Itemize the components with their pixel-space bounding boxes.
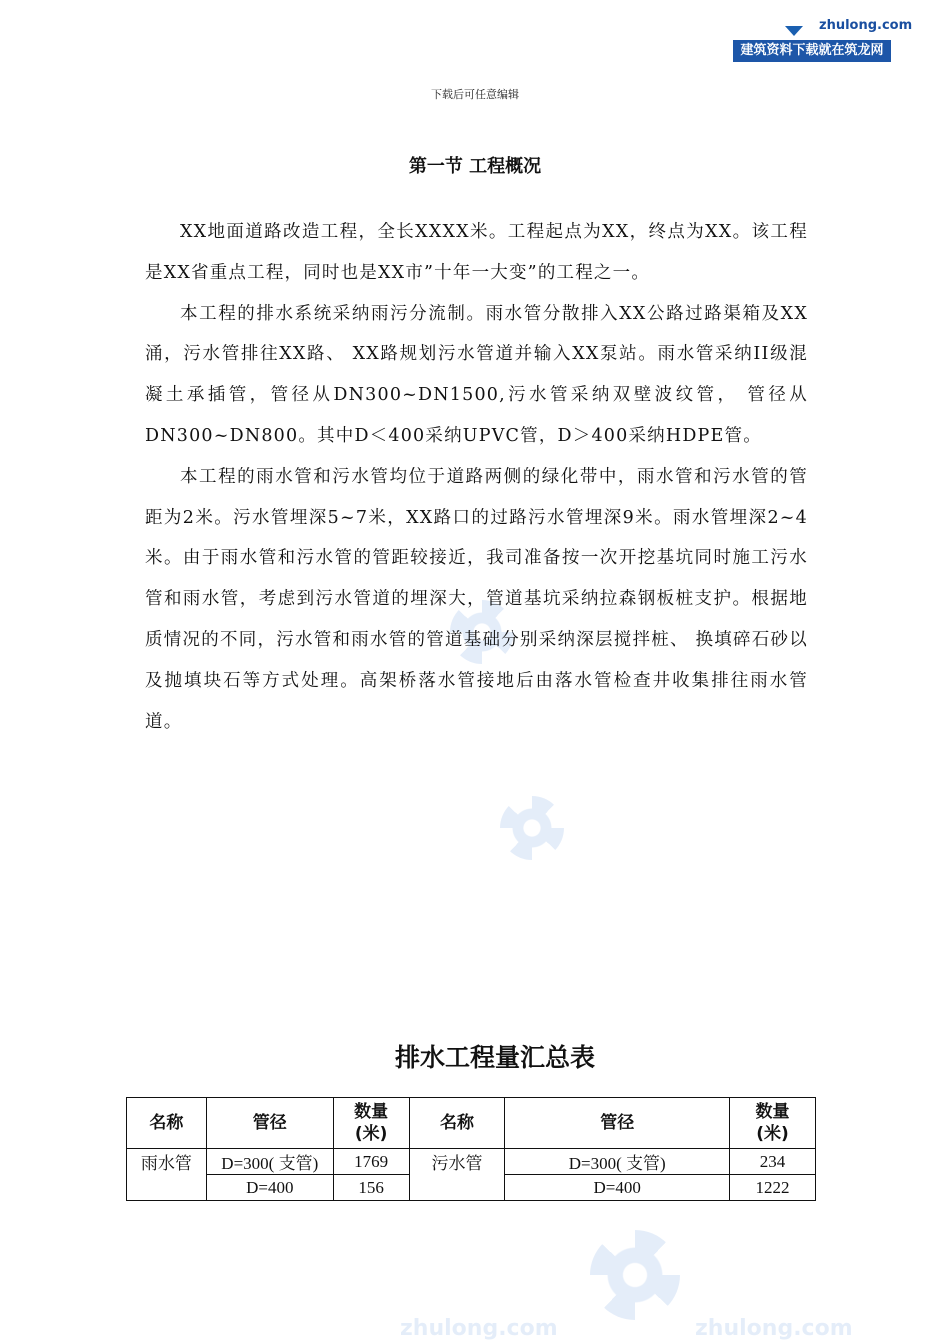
cell-quantity: 1769: [333, 1149, 409, 1175]
header-diameter: 管径: [505, 1098, 730, 1149]
cell-rain-pipe-name: 雨水管: [127, 1149, 207, 1201]
header-diameter: 管径: [206, 1098, 333, 1149]
paragraph-drainage-system: 本工程的排水系统采纳雨污分流制。雨水管分散排入XX公路过路渠箱及XX涌，污水管排往XX路、 XX路规划污水管道并输入XX泵站。雨水管采纳II级混凝土承插管，管径从DN300~DN1500,污水管采纳双壁波纹管， 管径从DN300~DN800。其中D＜400采纳UPVC管，D＞400采纳HDPE管。: [145, 303, 808, 446]
paragraph-pipe-layout: 本工程的雨水管和污水管均位于道路两侧的绿化带中，雨水管和污水管的管距为2米。污水管埋深5~7米，XX路口的过路污水管埋深9米。雨水管埋深2~4米。由于雨水管和污水管的管距较接近，我司准备按一次开挖基坑同时施工污水管和雨水管，考虑到污水管道的埋深大，管道基坑采纳拉森钢板桩支护。根据地质情况的不同，污水管和雨水管的管道基础分别采纳深层搅拌桩、 换填碎石砂以及抛填块石等方式处理。高架桥落水管接地后由落水管检查井收集排往雨水管道。: [145, 466, 808, 732]
table-title: 排水工程量汇总表: [394, 1043, 595, 1072]
paragraph-overview: XX地面道路改造工程，全长XXXX米。工程起点为XX，终点为XX。该工程是XX省重点工程，同时也是XX市”十年一大变”的工程之一。: [145, 222, 808, 283]
watermark-text: zhulong.com: [695, 1316, 853, 1341]
header-note: 下载后可任意编辑: [431, 88, 519, 101]
table-header-row: [127, 1098, 816, 1149]
logo-arrow-icon: [785, 26, 803, 36]
logo-domain: zhulong.com: [819, 18, 913, 33]
table-row: [127, 1149, 816, 1175]
header-quantity: 数量(米): [730, 1098, 816, 1149]
section-title: 第一节 工程概况: [408, 156, 542, 177]
cell-diameter: D=400: [206, 1175, 333, 1201]
cell-quantity: 156: [333, 1175, 409, 1201]
watermark-flower-icon: [590, 1230, 680, 1320]
cell-diameter: D=400: [505, 1175, 730, 1201]
header-name: 名称: [409, 1098, 505, 1149]
cell-quantity: 1222: [730, 1175, 816, 1201]
logo-top: [763, 0, 913, 40]
zhulong-logo: [733, 0, 913, 62]
header-quantity: 数量(米): [333, 1098, 409, 1149]
cell-diameter: D=300( 支管): [206, 1149, 333, 1175]
cell-diameter: D=300( 支管): [505, 1149, 730, 1175]
watermark-text: zhulong.com: [400, 1316, 558, 1341]
header-name: 名称: [127, 1098, 207, 1149]
logo-banner: 建筑资料下载就在筑龙网: [733, 40, 891, 62]
cell-quantity: 234: [730, 1149, 816, 1175]
summary-table: [126, 1097, 816, 1201]
cell-sewage-pipe-name: 污水管: [409, 1149, 505, 1201]
body-text: [145, 212, 808, 742]
watermark-flower-icon: [500, 796, 564, 860]
